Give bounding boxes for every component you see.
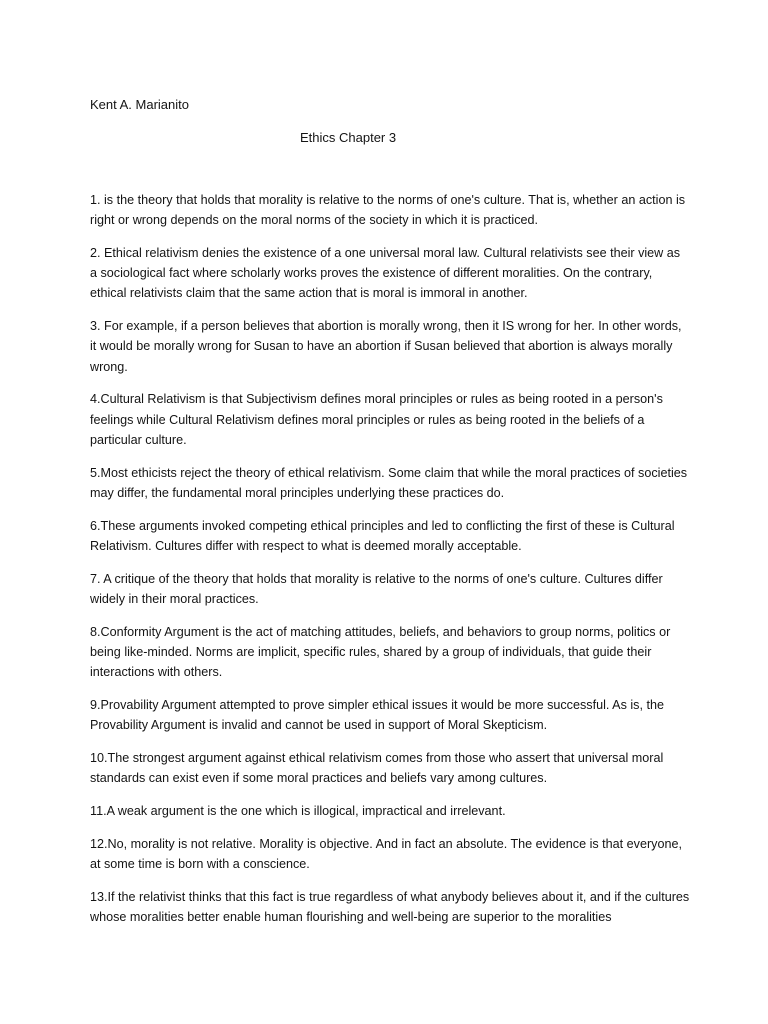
answer-paragraph-10: 10.The strongest argument against ethical relativism comes from those who assert that universal moral standards can exist even if some moral practices and beliefs vary among cultures. [90,750,664,786]
answer-paragraph-9: 9.Provability Argument attempted to prove simpler ethical issues it would be more successful. As is, the Provability Argument is invalid and cannot be used in support of Moral Skepticism. [90,697,664,733]
answer-paragraph-2: 2. Ethical relativism denies the existence of a one universal moral law. Cultural relativists see their view as a sociological fact where scholarly works proves the existence of different moralities. On the contrary, ethical relativists claim that the same action that is moral is immoral in another. [90,246,681,301]
document-title: Ethics Chapter 3 [300,130,397,145]
answer-paragraph-7: 7. A critique of the theory that holds that morality is relative to the norms of one's culture. Cultures differ widely in their moral practices. [90,571,663,606]
answer-paragraph-8: 8.Conformity Argument is the act of matching attitudes, beliefs, and behaviors to group norms, politics or being like-minded. Norms are implicit, specific rules, shared by a group of individuals, that guide their interactions with others. [90,624,671,680]
answer-paragraph-1: 1. is the theory that holds that morality is relative to the norms of one's culture. That is, whether an action is right or wrong depends on the moral norms of the society in which it is practiced. [90,193,686,228]
answer-paragraph-12: 12.No, morality is not relative. Morality is objective. And in fact an absolute. The evidence is that everyone, at some time is born with a conscience. [90,836,682,871]
answer-paragraph-5: 5.Most ethicists reject the theory of ethical relativism. Some claim that while the moral practices of societies may differ, the fundamental moral principles underlying these practices do. [90,465,688,500]
answer-paragraph-13: 13.If the relativist thinks that this fact is true regardless of what anybody believes about it, and if the cultures whose moralities better enable human flourishing and well-being are superior to the moralities [90,889,690,924]
answer-paragraph-4: 4.Cultural Relativism is that Subjectivism defines moral principles or rules as being rooted in a person's feelings while Cultural Relativism defines moral principles or rules as being rooted in the beliefs of a particular culture. [90,392,663,447]
author-name: Kent A. Marianito [90,97,189,112]
answer-paragraph-6: 6.These arguments invoked competing ethical principles and led to conflicting the first of these is Cultural Relativism. Cultures differ with respect to what is deemed morally acceptable. [90,518,675,553]
answer-paragraph-11: 11.A weak argument is the one which is illogical, impractical and irrelevant. [90,803,506,818]
answer-paragraph-3: 3. For example, if a person believes that abortion is morally wrong, then it IS wrong for her. In other words, it would be morally wrong for Susan to have an abortion if Susan believed that abortion is always morally wrong. [90,319,682,374]
document-body [90,190,690,940]
